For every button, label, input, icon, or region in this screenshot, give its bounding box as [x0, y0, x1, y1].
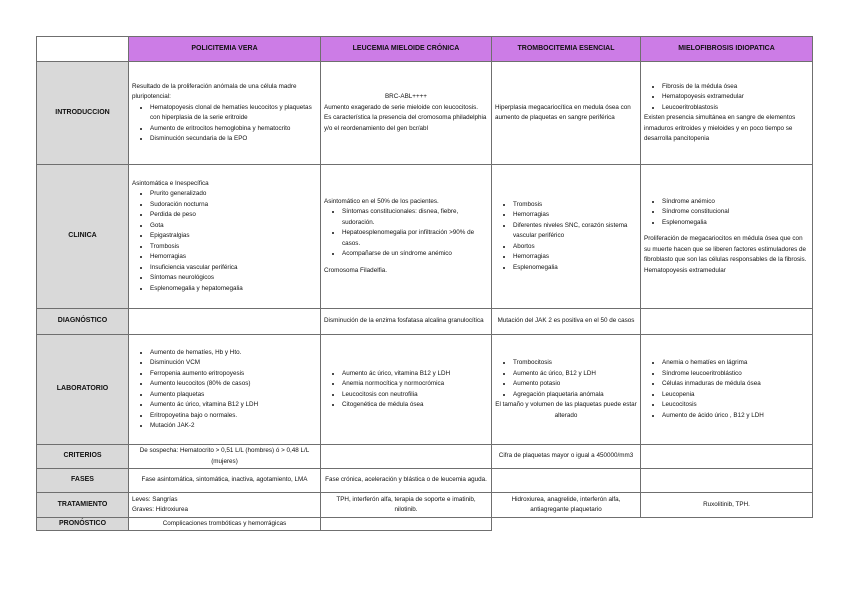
cell-pv-fases: Fase asintomática, sintomática, inactiva, agotamiento, LMA [129, 469, 321, 493]
list-item: • Síndrome leucoeritroblástico [662, 369, 809, 380]
row-label: PRONÓSTICO [37, 518, 129, 531]
list-item: • Ferropenia aumento eritropoyesis [150, 369, 317, 380]
list-item: • Aumento leucocitos (80% de casos) [150, 379, 317, 390]
list-item: • Mutación JAK-2 [150, 421, 317, 432]
list-item: • Anemia o hematíes en lágrima [662, 358, 809, 369]
bullet-list [495, 358, 637, 400]
cell-te-criterios: Cifra de plaquetas mayor o igual a 450000/mm3 [492, 445, 641, 469]
bullet-list [324, 207, 488, 260]
list-item: • Insuficiencia vascular periférica [150, 263, 317, 274]
cell-text: Cromosoma Filadelfia. [324, 266, 387, 274]
bullet-list [644, 197, 809, 229]
cell-text: Hematopoyesis extramedular [644, 266, 726, 274]
cell-mf-tratamiento: Ruxolitinib, TPH. [641, 493, 813, 518]
cell-mf-criterios [641, 445, 813, 469]
list-item: • Síntomas constitucionales: disnea, fiebre, sudoración. [342, 207, 488, 228]
list-item: • Aumento de hematíes, Hb y Hto. [150, 348, 317, 359]
list-item: • Síndrome constitucional [662, 207, 809, 218]
list-item: • Perdida de peso [150, 210, 317, 221]
cell-text: Aumento exagerado de serie mieloide con leucocitosis. [324, 103, 479, 111]
bullet-list [644, 358, 809, 421]
list-item: • Sudoración nocturna [150, 200, 317, 211]
list-item: • Hemorragias [513, 210, 637, 221]
cell-text: Resultado de la proliferación anómala de una célula madre pluripotencial: [132, 82, 297, 100]
list-item: • Células inmaduras de médula ósea [662, 379, 809, 390]
list-item: • Epigastralgias [150, 231, 317, 242]
bullet-list [132, 189, 317, 294]
list-item: • Leucocitosis [662, 400, 809, 411]
list-item: • Aumento ác úrico, vitamina B12 y LDH [150, 400, 317, 411]
cell-te-introduccion [492, 62, 641, 165]
list-item: • Gota [150, 221, 317, 232]
cell-te-laboratorio [492, 335, 641, 445]
row-tratamiento [37, 493, 813, 518]
cell-text: Leves: Sangrías [132, 495, 178, 503]
cell-text: Es característica la presencia del cromosoma philadelphia y/o el reordenamiento del gen bcr/abl [324, 114, 487, 132]
cell-lmc-laboratorio [321, 335, 492, 445]
cell-lmc-clinica [321, 165, 492, 309]
header-policitemia-vera: POLICITEMIA VERA [129, 37, 321, 62]
header-row [37, 37, 813, 62]
cell-lmc-diagnostico: Disminución de la enzima fosfatasa alcalina granulocítica [321, 309, 492, 335]
list-item: • Aumento de ácido úrico , B12 y LDH [662, 411, 809, 422]
list-item: • Leucopenia [662, 390, 809, 401]
bullet-list [324, 369, 488, 411]
cell-mf-clinica [641, 165, 813, 309]
cell-pv-introduccion [129, 62, 321, 165]
list-item: • Eritropoyetina bajo o normales. [150, 411, 317, 422]
cell-lmc-tratamiento: TPH, interferón alfa, terapia de soporte e imatinib, nilotinib. [321, 493, 492, 518]
list-item: • Leucocitosis con neutrofilia [342, 390, 488, 401]
list-item: • Diferentes niveles SNC, corazón sistema vascular periférico [513, 221, 637, 242]
cell-lmc-criterios [321, 445, 492, 469]
list-item: • Trombosis [150, 242, 317, 253]
bullet-list [132, 348, 317, 432]
list-item: • Acompañarse de un síndrome anémico [342, 249, 488, 260]
list-item: • Hematopoyesis clonal de hematíes leucocitos y plaquetas con hiperplasia de la serie eritroide [150, 103, 317, 124]
list-item: • Hemorragias [513, 252, 637, 263]
row-label: TRATAMIENTO [37, 493, 129, 518]
list-item: • Esplenomegalia [513, 263, 637, 274]
row-label: CLINICA [37, 165, 129, 309]
list-item: • Agregación plaquetaria anómala [513, 390, 637, 401]
cell-pv-laboratorio [129, 335, 321, 445]
list-item: • Leucoeritroblastosis [662, 103, 809, 114]
cell-text: Asintomática e Inespecífica [132, 179, 209, 187]
row-pronostico [37, 518, 813, 531]
list-item: • Fibrosis de la médula ósea [662, 82, 809, 93]
row-label: LABORATORIO [37, 335, 129, 445]
cell-pv-pronostico: Complicaciones trombóticas y hemorrágicas [129, 518, 321, 531]
header-mielofibrosis-idiopatica: MIELOFIBROSIS IDIOPATICA [641, 37, 813, 62]
row-laboratorio [37, 335, 813, 445]
list-item: • Esplenomegalia [662, 218, 809, 229]
cell-text: Proliferación de megacariocitos en médula ósea que con su muerte hacen que se liberen factores estimuladores de fibroblasto que son las células responsables de la fibrosis. [644, 235, 807, 264]
row-fases [37, 469, 813, 493]
cell-mf-introduccion [641, 62, 813, 165]
row-clinica [37, 165, 813, 309]
list-item: • Citogenética de médula ósea [342, 400, 488, 411]
bullet-list [644, 82, 809, 114]
list-item: • Síndrome anémico [662, 197, 809, 208]
corner-cell [37, 37, 129, 62]
cell-mf-diagnostico [641, 309, 813, 335]
cell-te-clinica [492, 165, 641, 309]
list-item: • Trombocitosis [513, 358, 637, 369]
list-item: • Abortos [513, 242, 637, 253]
cell-text: Graves: Hidroxiurea [132, 506, 188, 513]
cell-lmc-fases: Fase crónica, aceleración y blástica o de leucemia aguda. [321, 469, 492, 493]
header-leucemia-mieloide-cronica: LEUCEMIA MIELOIDE CRÓNICA [321, 37, 492, 62]
cell-text: Existen presencia simultánea en sangre de elementos inmaduros eritroides y mieloides y en poco tiempo se desarrolla pancitopenia [644, 114, 796, 142]
row-label: CRITERIOS [37, 445, 129, 469]
cell-pv-clinica [129, 165, 321, 309]
cell-te-tratamiento: Hidroxiurea, anagrelide, interferón alfa, antiagregante plaquetario [492, 493, 641, 518]
list-item: • Disminución VCM [150, 358, 317, 369]
cell-mf-laboratorio [641, 335, 813, 445]
cell-text: Hiperplasia megacariocítica en medula ósea con aumento de plaquetas en sangre periférica [495, 103, 631, 121]
list-item: • Prurito generalizado [150, 189, 317, 200]
list-item: • Síntomas neurológicos [150, 273, 317, 284]
row-diagnostico [37, 309, 813, 335]
list-item: • Aumento potasio [513, 379, 637, 390]
cell-pv-tratamiento [129, 493, 321, 518]
list-item: • Hepatoesplenomegalia por infiltración >90% de casos. [342, 228, 488, 249]
list-item: • Aumento de eritrocitos hemoglobina y hematocrito [150, 124, 317, 135]
list-item: • Hematopoyesis extramedular [662, 92, 809, 103]
list-item: • Trombosis [513, 200, 637, 211]
row-label: DIAGNÓSTICO [37, 309, 129, 335]
bullet-list [132, 103, 317, 145]
cell-te-fases [492, 469, 641, 493]
comparison-table [36, 36, 813, 531]
row-criterios [37, 445, 813, 469]
row-introduccion [37, 62, 813, 165]
header-trombocitemia-esencial: TROMBOCITEMIA ESENCIAL [492, 37, 641, 62]
list-item: • Aumento ác úrico, B12 y LDH [513, 369, 637, 380]
cell-text: El tamaño y volumen de las plaquetas puede estar alterado [495, 401, 637, 419]
cell-lmc-introduccion [321, 62, 492, 165]
cell-text: BRC-ABL++++ [384, 93, 427, 100]
list-item: • Disminución secundaria de la EPO [150, 134, 317, 145]
cell-text: Asintomático en el 50% de los pacientes. [324, 197, 439, 205]
cell-lmc-pronostico [321, 518, 492, 531]
list-item: • Anemia normocítica y normocrómica [342, 379, 488, 390]
bullet-list [495, 200, 637, 274]
list-item: • Aumento ác úrico, vitamina B12 y LDH [342, 369, 488, 380]
list-item: • Esplenomegalia y hepatomegalia [150, 284, 317, 295]
row-label: FASES [37, 469, 129, 493]
cell-pv-diagnostico [129, 309, 321, 335]
row-label: INTRODUCCION [37, 62, 129, 165]
cell-te-diagnostico: Mutación del JAK 2 es positiva en el 50 de casos [492, 309, 641, 335]
list-item: • Aumento plaquetas [150, 390, 317, 401]
list-item: • Hemorragias [150, 252, 317, 263]
cell-mf-fases [641, 469, 813, 493]
cell-pv-criterios: De sospecha: Hematocrito > 0,51 L/L (hombres) ó > 0,48 L/L (mujeres) [129, 445, 321, 469]
